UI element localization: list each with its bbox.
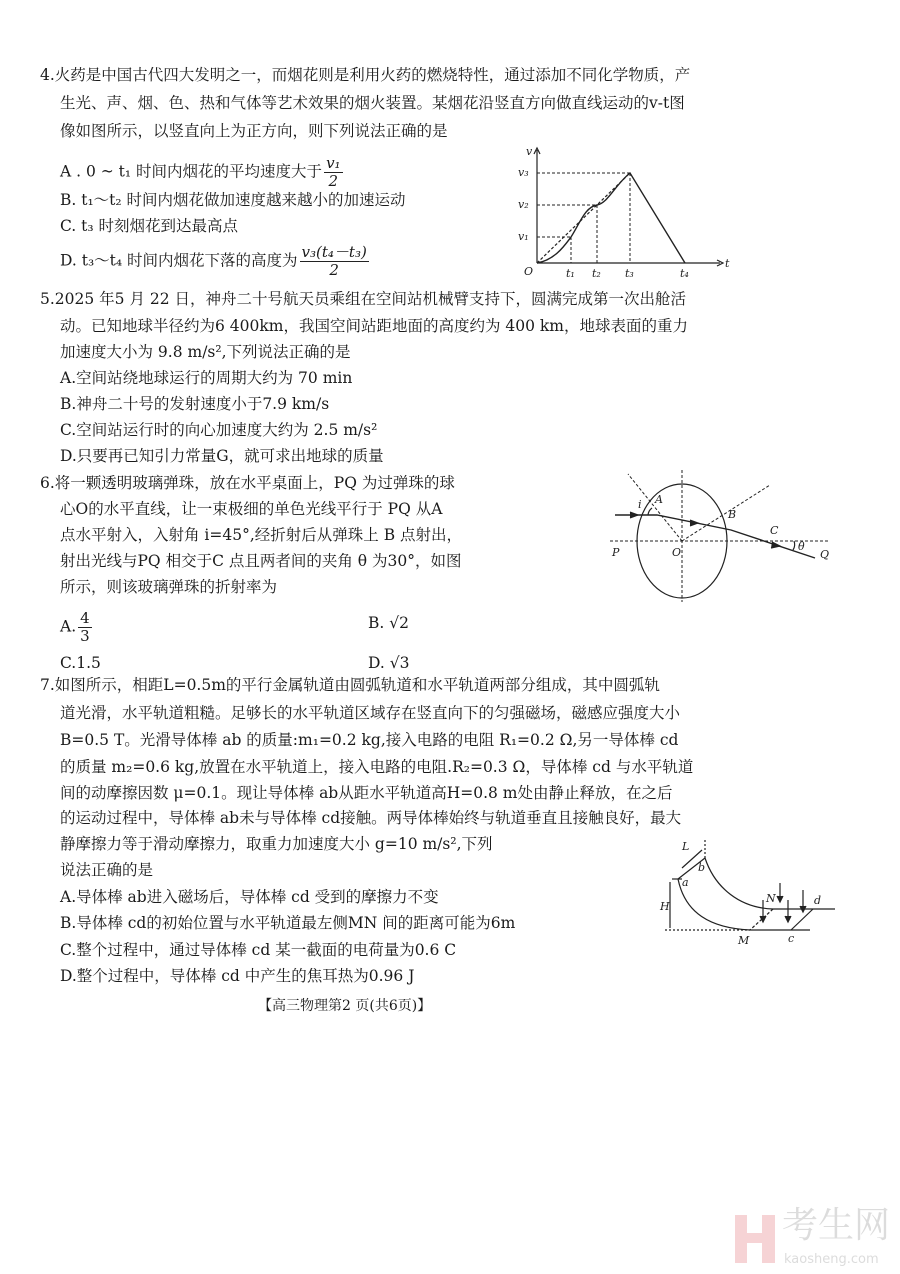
q6-stem-line-4: 射出光线与PQ 相交于C 点且两者间的夹角 θ 为30°，如图 [60,552,462,570]
label-m: M [738,934,750,947]
point-a-label: A [655,493,663,506]
q4-option-a [60,155,343,190]
v3-label: v₃ [518,166,529,179]
q6-stem-line-1: 6.将一颗透明玻璃弹珠，放在水平桌面上，PQ 为过弹珠的球 [40,474,455,492]
q7-option-b: B.导体棒 cd的初始位置与水平轨道最左侧MN 间的距离可能为6m [60,914,516,932]
watermark-logo [735,1215,775,1263]
rod-cd [791,909,813,930]
q7-stem-line-5: 间的动摩擦因数 μ=0.1。现让导体棒 ab从距水平轨道高H=0.8 m处由静止释放，在之后 [60,784,673,802]
q5-option-c: C.空间站运行时的向心加速度大约为 2.5 m/s² [60,421,378,439]
q6-option-a [60,610,92,645]
v-axis-label: v [526,145,533,158]
q7-stem-line-6: 的运动过程中，导体棒 ab未与导体棒 cd接触。两导体棒始终与轨道垂直且接触良好，最大 [60,809,682,827]
t-axis-label: t [725,257,730,270]
label-l: L [682,840,690,853]
q4-option-a-fraction [324,155,343,190]
t3-label: t₃ [625,267,634,280]
label-h: H [660,900,670,913]
denominator: 2 [329,261,339,279]
q7-option-d: D.整个过程中，导体棒 cd 中产生的焦耳热为0.96 J [60,967,415,985]
q5-stem-line-2: 动。已知地球半径约为6 400km，我国空间站距地面的高度约为 400 km，地球表面的重力 [60,317,688,335]
q4-option-a-text: A . 0 ~ t₁ 时间内烟花的平均速度大于 [60,162,323,181]
q7-option-a: A.导体棒 ab进入磁场后，导体棒 cd 受到的摩擦力不变 [60,888,439,906]
average-line [537,173,630,263]
q6-option-a-fraction [78,610,92,645]
q5-stem-line-3: 加速度大小为 9.8 m/s²,下列说法正确的是 [60,343,351,361]
q6-stem-line-2: 心O的水平直线，让一束极细的单色光线平行于 PQ 从A [60,500,443,518]
q5-stem-line-1: 5.2025 年5 月 22 日，神舟二十号航天员乘组在空间站机械臂支持下，圆满完成第一次出舱活 [40,290,687,308]
q5-option-d: D.只要再已知引力常量G，就可求出地球的质量 [60,447,384,465]
denominator: 3 [80,627,90,645]
ray-arrow [630,512,638,518]
angle-theta-label: θ [798,540,805,553]
label-b: b [698,861,706,874]
point-b-label: B [728,508,737,521]
q5-option-a: A.空间站绕地球运行的周期大约为 70 min [60,369,353,387]
q7-stem-line-8: 说法正确的是 [60,861,154,879]
q6-stem-line-5: 所示，则该玻璃弹珠的折射率为 [60,578,278,596]
q6-option-b: B. √2 [368,614,409,632]
q6-stem-line-3: 点水平射入，入射角 i=45°,经折射后从弹珠上 B 点射出， [60,526,463,544]
label-a: a [682,876,689,889]
marble-refraction-diagram [600,470,830,605]
q4-option-c: C. t₃ 时刻烟花到达最高点 [60,217,239,235]
page-footer: 【高三物理第2 页(共6页)】 [258,998,432,1014]
q4-option-b: B. t₁～t₂ 时间内烟花做加速度越来越小的加速运动 [60,191,406,209]
q5-option-b: B.神舟二十号的发射速度小于7.9 km/s [60,395,330,413]
q6-option-d: D. √3 [368,654,410,672]
vt-graph [520,145,735,280]
t1-label: t₁ [566,267,575,280]
q4-option-d-fraction [300,244,369,279]
numerator: v₁ [326,154,341,172]
t4-label: t₄ [680,267,689,280]
watermark-name: 考生网 [782,1205,891,1246]
denominator: 2 [328,172,339,190]
t2-label: t₂ [592,267,601,280]
q6-option-c: C.1.5 [60,654,101,672]
q7-stem-line-1: 7.如图所示，相距L=0.5m的平行金属轨道由圆弧轨道和水平轨道两部分组成，其中圆弧轨 [40,676,660,694]
q6-option-a-label: A. [60,617,77,636]
q7-stem-line-2: 道光滑，水平轨道粗糙。足够长的水平轨道区域存在竖直向下的匀强磁场，磁感应强度大小 [60,704,681,722]
label-c: c [788,932,795,945]
normal-at-a [628,474,682,541]
point-c-label: C [770,524,779,537]
numerator: v₃(t₄－t₃) [301,243,367,261]
q7-stem-line-4: 的质量 m₂=0.6 kg,放置在水平轨道上，接入电路的电阻.R₂=0.3 Ω，导体棒 cd 与水平轨道 [60,758,694,776]
v1-label: v₁ [518,230,529,243]
numerator: 4 [80,609,90,627]
point-q-label: Q [820,548,830,561]
q4-stem-line-1: 4.火药是中国古代四大发明之一，而烟花则是利用火药的燃烧特性，通过添加不同化学物质，产 [40,66,691,84]
watermark-url: kaosheng.com [784,1252,879,1267]
label-n: N [766,892,776,905]
vt-curve [537,173,685,263]
q4-stem-line-2: 生光、声、烟、色、热和气体等艺术效果的烟火装置。某烟花沿竖直方向做直线运动的v-t图 [60,94,685,112]
point-o-label: O [672,546,682,559]
lower-rail [678,879,810,930]
q7-option-c: C.整个过程中，通过导体棒 cd 某一截面的电荷量为0.6 C [60,941,457,959]
q4-option-d [60,244,369,279]
origin-label: O [524,265,534,278]
rail-diagram [660,838,840,948]
q7-stem-line-3: B=0.5 T。光滑导体棒 ab 的质量:m₁=0.2 kg,接入电路的电阻 R₁=0.2 Ω,另一导体棒 cd [60,731,679,749]
q7-stem-line-7: 静摩擦力等于滑动摩擦力，取重力加速度大小 g=10 m/s²,下列 [60,835,493,853]
q4-option-d-text: D. t₃～t₄ 时间内烟花下落的高度为 [60,251,298,270]
v2-label: v₂ [518,198,529,211]
label-d: d [814,894,822,907]
light-ray [615,515,815,558]
q4-stem-line-3: 像如图所示，以竖直向上为正方向，则下列说法正确的是 [60,122,448,140]
angle-i-label: i [638,498,642,511]
point-p-label: P [612,546,620,559]
